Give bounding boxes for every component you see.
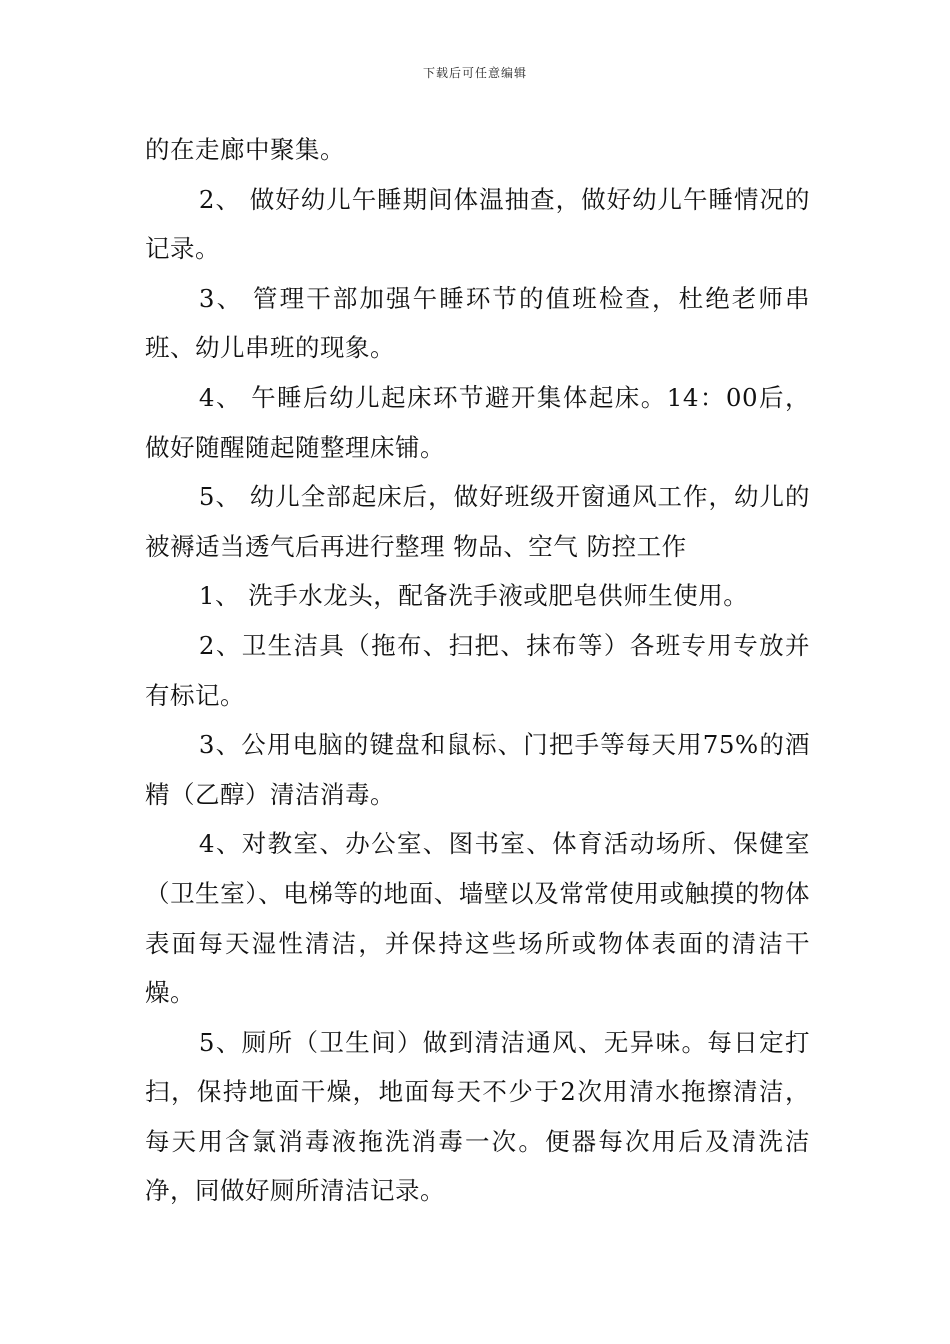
document-body	[145, 125, 810, 1216]
paragraph: 2、卫生洁具（拖布、扫把、抹布等）各班专用专放并有标记。	[145, 630, 810, 710]
paragraph: 4、对教室、办公室、图书室、体育活动场所、保健室（卫生室）、电梯等的地面、墙壁以及常常使用或触摸的物体表面每天湿性清洁，并保持这些场所或物体表面的清洁干燥。	[145, 829, 810, 1008]
paragraph: 2、 做好幼儿午睡期间体温抽查，做好幼儿午睡情况的记录。	[145, 184, 810, 264]
paragraph: 5、 幼儿全部起床后，做好班级开窗通风工作，幼儿的被褥适当透气后再进行整理 物品、空气 防控工作	[145, 482, 810, 561]
paragraph: 4、 午睡后幼儿起床环节避开集体起床。14：00后，做好随醒随起随整理床铺。	[145, 382, 810, 462]
paragraph: 的在走廊中聚集。	[145, 135, 345, 164]
paragraph: 3、 管理干部加强午睡环节的值班检查，杜绝老师串班、幼儿串班的现象。	[145, 283, 810, 363]
page-header: 下载后可任意编辑	[422, 66, 527, 80]
paragraph: 5、厕所（卫生间）做到清洁通风、无异味。每日定打扫，保持地面干燥，地面每天不少于2次用清水拖擦清洁，每天用含氯消毒液拖洗消毒一次。便器每次用后及清洗洁净，同做好厕所清洁记录。	[145, 1027, 810, 1206]
paragraph: 1、 洗手水龙头，配备洗手液或肥皂供师生使用。	[198, 581, 749, 611]
paragraph: 3、公用电脑的键盘和鼠标、门把手等每天用75%的酒精（乙醇）清洁消毒。	[145, 730, 810, 809]
